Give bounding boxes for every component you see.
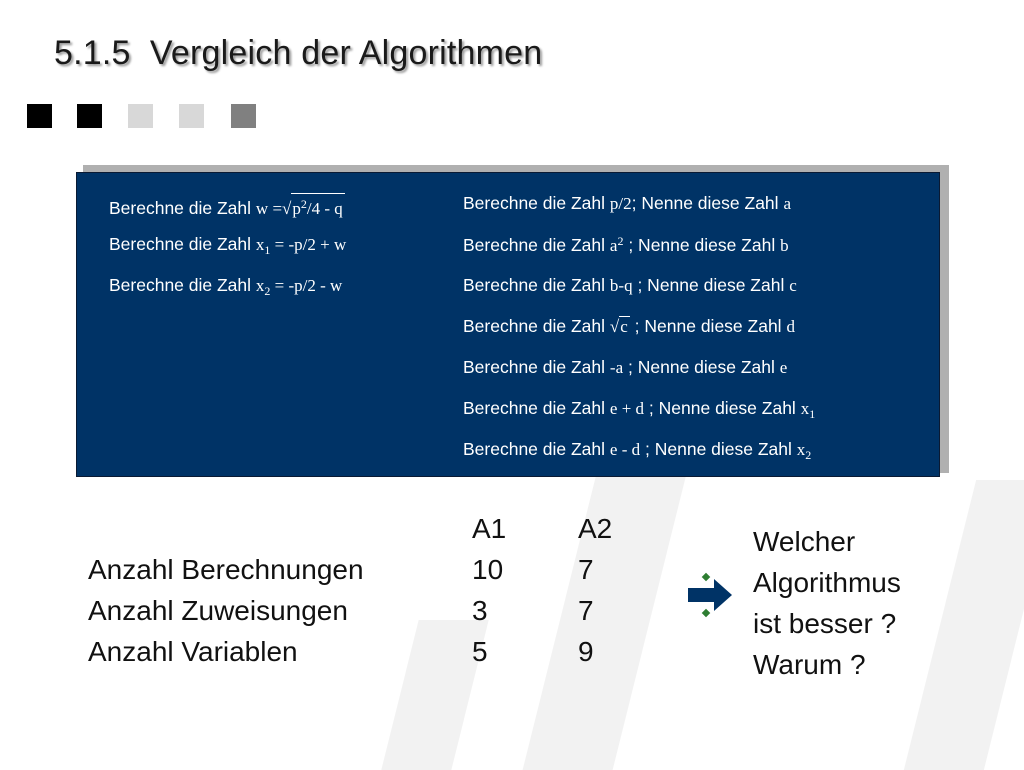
col-header-a2: A2 bbox=[578, 513, 613, 544]
decor-square bbox=[128, 104, 153, 128]
a2-name: $x_1$ bbox=[800, 399, 816, 421]
sqrt-icon: √ bbox=[609, 317, 620, 336]
decor-square bbox=[179, 104, 204, 128]
a2-name: b bbox=[780, 236, 789, 255]
row-label: Anzahl Berechnungen bbox=[88, 554, 364, 585]
a1-var: w = bbox=[255, 199, 283, 218]
a2-name: a bbox=[783, 194, 791, 213]
row-label: Anzahl Zuweisungen bbox=[88, 595, 348, 626]
a2-expr: e - d bbox=[609, 440, 641, 459]
decor-square bbox=[77, 104, 102, 128]
background-stroke bbox=[904, 480, 1024, 770]
row-value-a1: 5 bbox=[472, 636, 488, 667]
a2-name-label: ; Nenne diese Zahl bbox=[629, 316, 782, 336]
a1-expr: $x_2 = -p/2 - w$ bbox=[255, 276, 343, 298]
question-text bbox=[753, 521, 901, 685]
page-title bbox=[54, 34, 542, 73]
a2-name: c bbox=[789, 276, 797, 295]
a2-name-label: ; Nenne diese Zahl bbox=[640, 439, 792, 459]
bullet-arrow-icon bbox=[686, 570, 736, 620]
section-number: 5.1.5 bbox=[54, 34, 131, 72]
question-line: Algorithmus bbox=[753, 567, 901, 598]
title-text: Vergleich der Algorithmen bbox=[149, 34, 543, 72]
a2-name-label: ; Nenne diese Zahl bbox=[631, 193, 779, 213]
a2-line-2 bbox=[463, 234, 789, 256]
a2-expr: b-q bbox=[609, 276, 633, 295]
a2-prefix: Berechne die Zahl bbox=[463, 275, 606, 295]
a2-prefix: Berechne die Zahl bbox=[463, 439, 606, 459]
a1-line-3 bbox=[109, 275, 342, 299]
a2-expr: p/2 bbox=[609, 194, 632, 213]
a2-name-label: ; Nenne diese Zahl bbox=[644, 398, 796, 418]
a1-expr: $x_1 = -p/2 + w$ bbox=[255, 235, 347, 257]
a2-name: e bbox=[779, 358, 788, 377]
a1-prefix: Berechne die Zahl bbox=[109, 198, 252, 218]
a2-expr: $a^2$ bbox=[609, 234, 624, 255]
sqrt-icon: √ bbox=[282, 199, 292, 218]
row-value-a1: 3 bbox=[472, 595, 488, 626]
a2-line-3 bbox=[463, 275, 797, 296]
decor-square bbox=[27, 104, 52, 128]
a2-line-6 bbox=[463, 398, 815, 422]
row-value-a2: 7 bbox=[578, 595, 594, 626]
a2-name-label: ; Nenne diese Zahl bbox=[623, 235, 776, 255]
a2-name: d bbox=[786, 317, 795, 336]
row-value-a1: 10 bbox=[472, 554, 504, 585]
decor-square bbox=[231, 104, 256, 128]
a2-name-label: ; Nenne diese Zahl bbox=[623, 357, 775, 377]
a1-line-1 bbox=[109, 193, 345, 219]
a2-expr: -a bbox=[609, 358, 624, 377]
row-label: Anzahl Variablen bbox=[88, 636, 298, 667]
a2-prefix: Berechne die Zahl bbox=[463, 193, 606, 213]
a2-line-4 bbox=[463, 316, 795, 337]
a2-name-label: ; Nenne diese Zahl bbox=[632, 275, 785, 295]
question-line: Welcher bbox=[753, 526, 856, 557]
a2-name: $x_2$ bbox=[796, 440, 812, 462]
a2-expr: c bbox=[620, 317, 628, 336]
a1-prefix: Berechne die Zahl bbox=[109, 275, 252, 295]
a2-prefix: Berechne die Zahl bbox=[463, 398, 606, 418]
a2-line-7 bbox=[463, 439, 811, 463]
radicand: $p^2/4$ - q bbox=[291, 193, 344, 219]
a1-line-2 bbox=[109, 234, 346, 258]
col-header-a1: A1 bbox=[472, 513, 507, 544]
row-value-a2: 7 bbox=[578, 554, 594, 585]
question-line: ist besser ? bbox=[753, 608, 897, 639]
question-line: Warum ? bbox=[753, 649, 866, 680]
a2-prefix: Berechne die Zahl bbox=[463, 316, 606, 336]
a1-prefix: Berechne die Zahl bbox=[109, 234, 252, 254]
a2-line-1 bbox=[463, 193, 791, 214]
a2-prefix: Berechne die Zahl bbox=[463, 235, 606, 255]
a2-expr: e + d bbox=[609, 399, 645, 418]
a2-prefix: Berechne die Zahl bbox=[463, 357, 606, 377]
a2-line-5 bbox=[463, 357, 787, 378]
row-value-a2: 9 bbox=[578, 636, 594, 667]
